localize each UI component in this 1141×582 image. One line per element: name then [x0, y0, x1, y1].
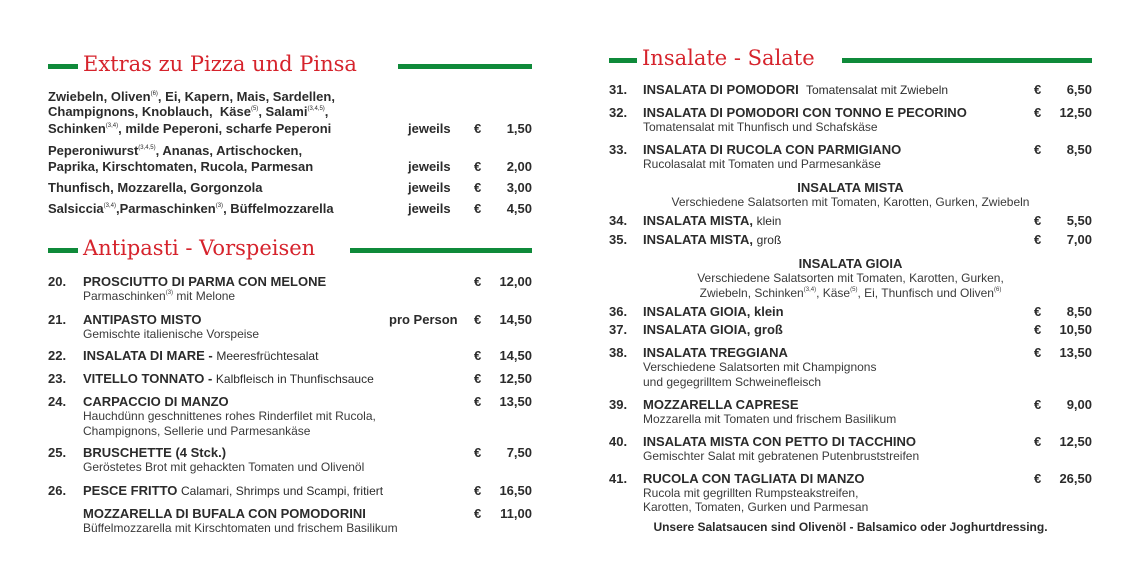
item-number: 40. [609, 434, 628, 449]
extras-item [48, 143, 532, 175]
currency: € [1034, 142, 1042, 157]
item-description: Hauchdünn geschnittenes rohes Rinderfilet mit Rucola, [83, 409, 376, 423]
item-description: Mozzarella mit Tomaten und frischem Basilikum [643, 412, 897, 426]
currency: € [474, 312, 482, 327]
qualifier-label: jeweils [408, 121, 451, 136]
item-number: 41. [609, 471, 628, 486]
menu-item [48, 274, 532, 304]
price-value: 8,50 [1066, 142, 1092, 157]
item-name-text: INSALATA MISTA, [643, 213, 754, 228]
price-value: 7,50 [506, 445, 532, 460]
item-name: INSALATA MISTA CON PETTO DI TACCHINO [643, 434, 916, 449]
currency: € [1034, 434, 1042, 449]
currency: € [474, 180, 482, 195]
menu-item [48, 371, 532, 386]
menu-item [609, 142, 1092, 172]
dressing-note: Unsere Salatsaucen sind Olivenöl - Balsamico oder Joghurtdressing. [653, 520, 1048, 534]
price-value: 5,50 [1066, 213, 1092, 228]
item-description: Gemischter Salat mit gebratenen Putenbruststreifen [643, 449, 920, 463]
green-bar-right [350, 248, 532, 253]
extras-line: Zwiebeln, Oliven$^{(6)}$, Ei, Kapern, Mais, Sardellen, [48, 89, 335, 104]
currency: € [474, 121, 482, 136]
item-name: ANTIPASTO MISTO [83, 312, 202, 327]
item-name: INSALATA TREGGIANA [643, 345, 788, 360]
group-title: INSALATA GIOIA [798, 256, 903, 271]
item-description: und gegegrilltem Schweinefleisch [643, 375, 822, 389]
currency: € [1034, 322, 1042, 337]
item-name-text: PESCE FRITTO [83, 483, 178, 498]
price-value: 12,50 [1059, 105, 1092, 120]
item-name: BRUSCHETTE (4 Stck.) [83, 445, 227, 460]
menu-item [609, 304, 1092, 319]
currency: € [474, 159, 482, 174]
item-inline-description: groß [756, 233, 782, 247]
item-inline-description: Calamari, Shrimps und Scampi, fritiert [181, 484, 384, 498]
item-number: 35. [609, 232, 628, 247]
item-number: 31. [609, 82, 628, 97]
item-inline-description: Kalbfleisch in Thunfischsauce [215, 372, 374, 386]
menu-item [609, 471, 1092, 517]
currency: € [474, 201, 482, 216]
price-value: 8,50 [1066, 304, 1092, 319]
item-number: 32. [609, 105, 628, 120]
item-number: 37. [609, 322, 628, 337]
extras-line: Schinken$^{(3,4)}$, milde Peperoni, scharfe Peperoni [48, 121, 332, 136]
item-name: CARPACCIO DI MANZO [83, 394, 229, 409]
extras-title: Extras zu Pizza und Pinsa [83, 52, 357, 76]
item-name-text: INSALATA DI MARE - [83, 348, 213, 363]
item-number: 26. [48, 483, 67, 498]
item-inline-description: klein [756, 214, 782, 228]
item-number: 39. [609, 397, 628, 412]
menu-item [609, 345, 1092, 391]
item-number: 36. [609, 304, 628, 319]
currency: € [1034, 304, 1042, 319]
price-value: 13,50 [499, 394, 532, 409]
item-name-text: INSALATA MISTA, [643, 232, 754, 247]
item-name [83, 371, 374, 387]
menu-item [609, 105, 1092, 135]
price-value: 7,00 [1066, 232, 1092, 247]
item-name-text: INSALATA DI POMODORI [643, 82, 799, 97]
price-value: 14,50 [499, 312, 532, 327]
item-description: Parmaschinken$^{(3)}$ mit Melone [83, 289, 236, 303]
item-description: Büffelmozzarella mit Kirschtomaten und frischem Basilikum [83, 521, 398, 535]
extras-heading [48, 52, 532, 82]
price [474, 201, 532, 216]
item-name: PROSCIUTTO DI PARMA CON MELONE [83, 274, 327, 289]
extras-line: Salsiccia$^{(3,4)}$,Parmaschinken$^{(3)}$, Büffelmozzarella [48, 201, 334, 216]
price-value: 26,50 [1059, 471, 1092, 486]
extras-item [48, 89, 532, 137]
currency: € [1034, 82, 1042, 97]
extras-item [48, 180, 532, 195]
menu-item [48, 445, 532, 475]
item-name: INSALATA DI POMODORI CON TONNO E PECORINO [643, 105, 967, 120]
currency: € [1034, 213, 1042, 228]
extras-line: Paprika, Kirschtomaten, Rucola, Parmesan [48, 159, 314, 174]
price [474, 180, 532, 195]
currency: € [1034, 397, 1042, 412]
price-value: 6,50 [1066, 82, 1092, 97]
item-number: 20. [48, 274, 67, 289]
green-bar-left [609, 58, 637, 63]
item-description: Rucola mit gegrillten Rumpsteakstreifen, [643, 486, 859, 500]
menu-item [609, 397, 1092, 427]
green-bar-left [48, 64, 78, 69]
group-description: Zwiebeln, Schinken$^{(3,4)}$, Käse$^{(5)}$, Ei, Thunfisch und Oliven$^{(6)}$ [699, 286, 1002, 300]
price-value: 11,00 [500, 506, 532, 521]
menu-item [48, 312, 532, 342]
item-name: RUCOLA CON TAGLIATA DI MANZO [643, 471, 865, 486]
insalata-gioia-group [609, 256, 1092, 301]
menu-item [609, 82, 1092, 97]
extras-line: Champignons, Knoblauch, Käse$^{(5)}$, Salami$^{(3,4,5)}$, [48, 104, 329, 119]
item-description: Geröstetes Brot mit gehackten Tomaten und Olivenöl [83, 460, 365, 474]
price-value: 3,00 [506, 180, 532, 195]
currency: € [1034, 471, 1042, 486]
price-value: 16,50 [499, 483, 532, 498]
extras-line: Peperoniwurst$^{(3,4,5)}$, Ananas, Artischocken, [48, 143, 303, 158]
price-value: 2,00 [506, 159, 532, 174]
item-description: Tomatensalat mit Thunfisch und Schafskäse [643, 120, 878, 134]
qualifier-label: jeweils [408, 180, 451, 195]
insalata-mista-group [609, 180, 1092, 210]
item-number: 33. [609, 142, 628, 157]
currency: € [474, 348, 482, 363]
price-value: 14,50 [499, 348, 532, 363]
green-bar-right [842, 58, 1092, 63]
green-bar-left [48, 248, 78, 253]
item-number: 25. [48, 445, 67, 460]
item-number: 23. [48, 371, 67, 386]
currency: € [474, 483, 482, 498]
green-bar-right [398, 64, 532, 69]
item-name: MOZZARELLA DI BUFALA CON POMODORINI [83, 506, 366, 521]
item-name: INSALATA GIOIA, klein [643, 304, 784, 319]
price-value: 12,50 [499, 371, 532, 386]
currency: € [474, 506, 482, 521]
item-name [83, 348, 318, 364]
currency: € [474, 371, 482, 386]
menu-item [48, 506, 532, 536]
price-value: 12,50 [1059, 434, 1092, 449]
item-description: Verschiedene Salatsorten mit Champignons [643, 360, 877, 374]
currency: € [1034, 232, 1042, 247]
item-name-text: VITELLO TONNATO - [83, 371, 213, 386]
item-name [643, 232, 781, 248]
item-inline-description: Tomatensalat mit Zwiebeln [806, 83, 949, 97]
menu-item [48, 483, 532, 498]
item-name: INSALATA GIOIA, groß [643, 322, 783, 337]
price-value: 12,00 [499, 274, 532, 289]
item-number: 21. [48, 312, 67, 327]
qualifier-label: jeweils [408, 201, 451, 216]
item-inline-description: Meeresfrüchtesalat [216, 349, 319, 363]
item-number: 24. [48, 394, 67, 409]
qualifier-label: jeweils [408, 159, 451, 174]
antipasti-heading [48, 236, 532, 266]
item-description: Gemischte italienische Vorspeise [83, 327, 260, 341]
menu-item [48, 348, 532, 363]
item-name [83, 483, 383, 499]
item-name: INSALATA DI RUCOLA CON PARMIGIANO [643, 142, 902, 157]
menu-item [609, 232, 1092, 247]
price-value: 4,50 [506, 201, 532, 216]
menu-item [609, 322, 1092, 337]
currency: € [1034, 105, 1042, 120]
item-number: 38. [609, 345, 628, 360]
group-title: INSALATA MISTA [797, 180, 904, 195]
item-name: MOZZARELLA CAPRESE [643, 397, 799, 412]
currency: € [474, 274, 482, 289]
currency: € [474, 445, 482, 460]
qualifier-label: pro Person [389, 312, 458, 327]
group-description: Verschiedene Salatsorten mit Tomaten, Karotten, Gurken, [697, 271, 1004, 285]
antipasti-title: Antipasti - Vorspeisen [83, 236, 316, 260]
price [474, 121, 532, 136]
price-value: 1,50 [506, 121, 532, 136]
menu-item [609, 434, 1092, 464]
salate-title: Insalate - Salate [642, 46, 815, 70]
salate-heading [609, 46, 1092, 76]
item-name [643, 213, 781, 229]
extras-item [48, 201, 532, 216]
group-description: Verschiedene Salatsorten mit Tomaten, Karotten, Gurken, Zwiebeln [671, 195, 1030, 209]
item-number: 22. [48, 348, 67, 363]
price-value: 13,50 [1059, 345, 1092, 360]
item-description: Karotten, Tomaten, Gurken und Parmesan [643, 500, 869, 514]
currency: € [474, 394, 482, 409]
price [474, 159, 532, 174]
item-description: Rucolasalat mit Tomaten und Parmesankäse [643, 157, 881, 171]
item-name [643, 82, 948, 98]
currency: € [1034, 345, 1042, 360]
price-value: 10,50 [1059, 322, 1092, 337]
price-value: 9,00 [1066, 397, 1092, 412]
extras-line: Thunfisch, Mozzarella, Gorgonzola [48, 180, 263, 195]
item-description: Champignons, Sellerie und Parmesankäse [83, 424, 311, 438]
item-number: 34. [609, 213, 628, 228]
menu-item [48, 394, 532, 440]
menu-item [609, 213, 1092, 228]
